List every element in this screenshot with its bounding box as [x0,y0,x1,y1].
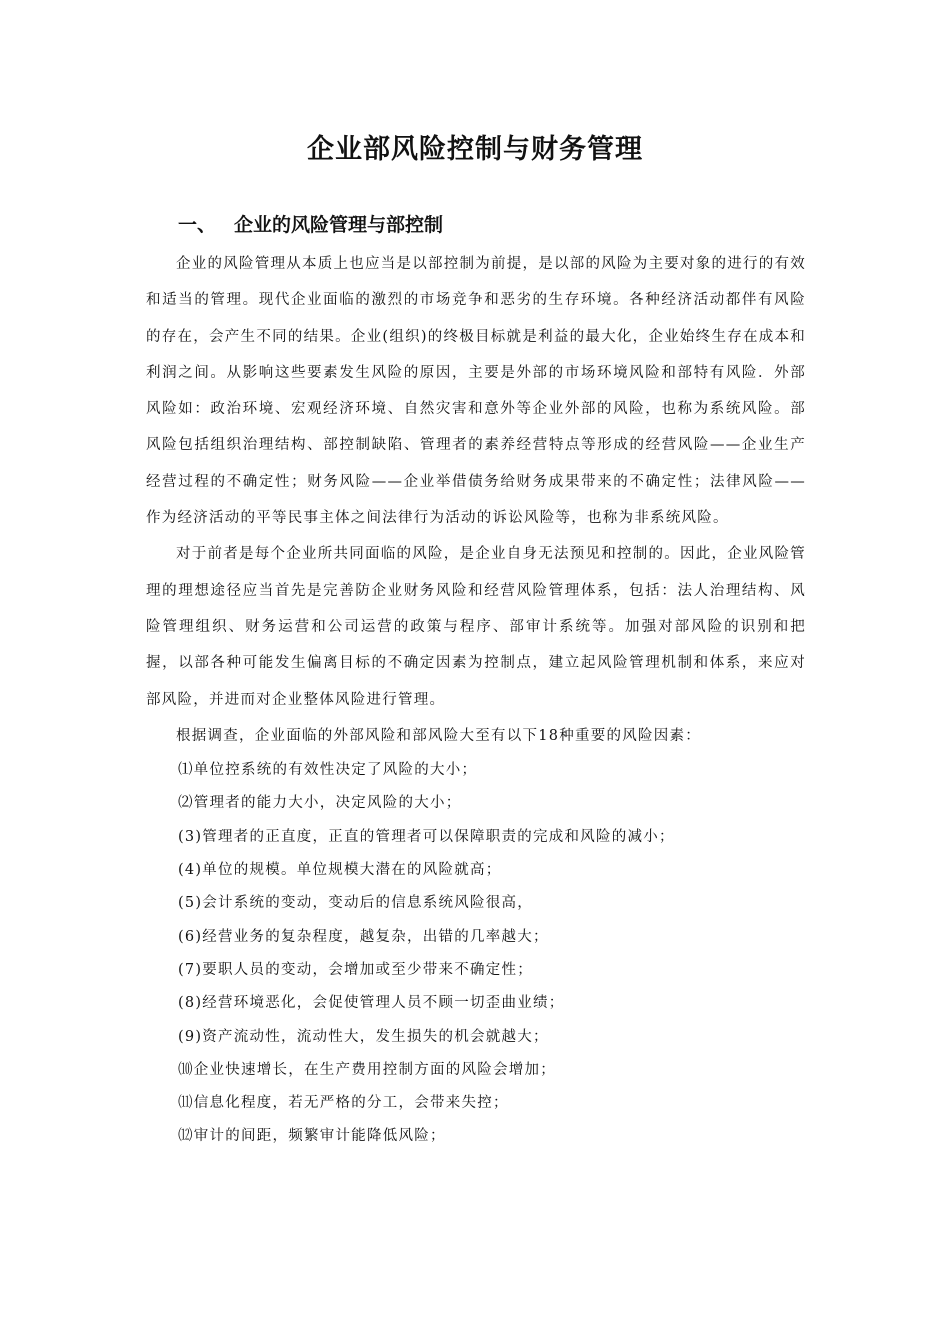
paragraph: 根据调查，企业面临的外部风险和部风险大至有以下18种重要的风险因素： [176,727,701,744]
risk-factor-list [146,754,806,1154]
list-item: ⑾信息化程度，若无严格的分工，会带来失控； [178,1095,509,1112]
list-item: (9)资产流动性，流动性大，发生损失的机会就越大； [178,1028,549,1045]
list-item: (8)经营环境恶化，会促使管理人员不顾一切歪曲业绩； [178,995,565,1012]
list-item: (4)单位的规模。单位规模大潜在的风险就高； [178,862,502,879]
list-item: (7)要职人员的变动，会增加或至少带来不确定性； [178,961,534,978]
list-item: (5)会计系统的变动，变动后的信息系统风险很高， [178,895,534,912]
paragraph: 企业的风险管理从本质上也应当是以部控制为前提，是以部的风险为主要对象的进行的有效和适当的管理。现代企业面临的激烈的市场竞争和恶劣的生存环境。各种经济活动都伴有风险的存在，会产生不同的结果。企业(组织)的终极目标就是利益的最大化，企业始终生存在成本和利润之间。从影响这些要素发生风险的原因，主要是外部的市场环境风险和部特有风险．外部风险如：政治环境、宏观经济环境、自然灾害和意外等企业外部的风险，也称为系统风险。部风险包括组织治理结构、部控制缺陷、管理者的素养经营特点等形成的经营风险——企业生产经营过程的不确定性；财务风险——企业举借债务给财务成果带来的不确定性；法律风险——作为经济活动的平等民事主体之间法律行为活动的诉讼风险等，也称为非系统风险。 [146,256,806,527]
document-title: 企业部风险控制与财务管理 [307,134,643,165]
paragraph: 对于前者是每个企业所共同面临的风险，是企业自身无法预见和控制的。因此，企业风险管理的理想途径应当首先是完善防企业财务风险和经营风险管理体系，包括：法人治理结构、风险管理组织、财务运营和公司运营的政策与程序、部审计系统等。加强对部风险的识别和把握，以部各种可能发生偏离目标的不确定因素为控制点，建立起风险管理机制和体系，来应对部风险，并进而对企业整体风险进行管理。 [146,546,806,708]
body-text [146,246,806,1154]
section-number: 一、 [178,214,217,236]
list-item: (3)管理者的正直度，正直的管理者可以保障职责的完成和风险的减小； [178,828,675,845]
list-item: (6)经营业务的复杂程度，越复杂，出错的几率越大； [178,928,549,945]
list-item: ⑴单位控系统的有效性决定了风险的大小； [178,762,478,779]
section-heading-text: 企业的风险管理与部控制 [234,214,444,236]
list-item: ⑵管理者的能力大小，决定风险的大小； [178,795,462,812]
list-item: ⑽企业快速增长，在生产费用控制方面的风险会增加； [178,1061,556,1078]
list-item: ⑿审计的间距，频繁审计能降低风险； [178,1128,446,1145]
section-heading [178,210,443,240]
